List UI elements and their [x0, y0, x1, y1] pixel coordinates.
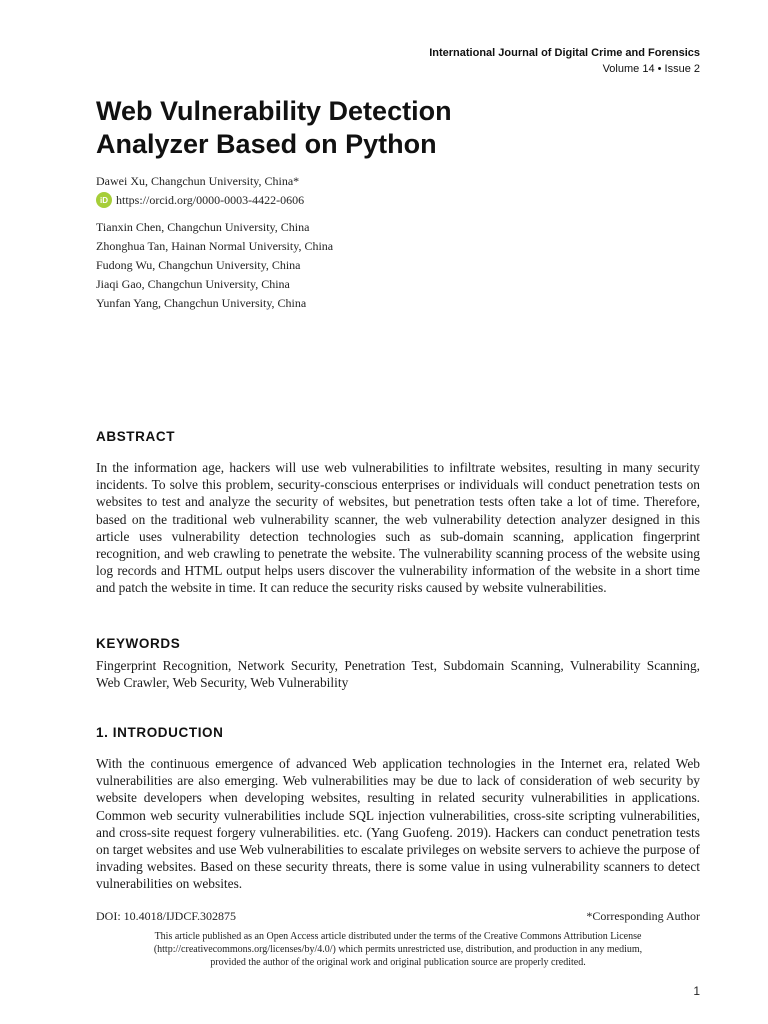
orcid-link[interactable]	[96, 192, 304, 208]
page-number: 1	[693, 984, 700, 998]
abstract-text: In the information age, hackers will use web vulnerabilities to infiltrate websites, resulting in many security incidents. To solve this problem, security-conscious enterprises or individuals will conduct penetration tests on websites to test and analyze the security of websites, but penetration tests often take a lot of time. Therefore, based on the traditional web vulnerability scanner, the web vulnerability detection analyzer designed in this article uses vulnerability detection technologies such as sub-domain scanning, application fingerprint recognition, and web crawling to penetrate the website. The vulnerability scanning process of the website using log records and HTML output helps users discover the vulnerability information of the website in a short time and patch the website in time. It can reduce the security risks caused by website vulnerabilities.	[96, 460, 700, 596]
journal-header	[429, 45, 700, 77]
keywords-text: Fingerprint Recognition, Network Security, Penetration Test, Subdomain Scanning, Vulnerability Scanning, Web Crawler, Web Security, Web Vulnerability	[96, 658, 700, 691]
author-3: Zhonghua Tan, Hainan Normal University, China	[96, 239, 334, 253]
abstract-heading: ABSTRACT	[96, 429, 176, 444]
paper-title	[96, 95, 696, 161]
paper-title-line-1: Web Vulnerability Detection	[96, 96, 452, 126]
license-line-3: provided the author of the original work and original publication source are properly credited.	[210, 957, 586, 968]
introduction-heading: 1. INTRODUCTION	[96, 725, 224, 740]
author-2: Tianxin Chen, Changchun University, China	[96, 220, 310, 234]
doi: DOI: 10.4018/IJDCF.302875	[96, 909, 237, 923]
paper-title-line-2: Analyzer Based on Python	[96, 129, 437, 159]
license-line-1: This article published as an Open Access article distributed under the terms of the Creative Commons Attribution License	[154, 931, 642, 942]
keywords-heading: KEYWORDS	[96, 636, 181, 651]
orcid-url[interactable]: https://orcid.org/0000-0003-4422-0606	[116, 192, 305, 207]
license-line-2: (http://creativecommons.org/licenses/by/4.0/) which permits unrestricted use, distribution, and production in any medium,	[153, 944, 643, 955]
journal-issue: Volume 14 • Issue 2	[602, 63, 700, 75]
author-4: Fudong Wu, Changchun University, China	[96, 258, 301, 272]
author-6: Yunfan Yang, Changchun University, China	[96, 296, 307, 310]
orcid-icon: iD	[96, 192, 112, 208]
license-notice	[96, 930, 700, 969]
corresponding-author-note: *Corresponding Author	[586, 909, 700, 923]
first-author: Dawei Xu, Changchun University, China*	[96, 174, 300, 188]
introduction-text: With the continuous emergence of advanced Web application technologies in the Internet era, related Web vulnerabilities are also emerging. Web vulnerabilities may be due to lack of consideration of web security by website developers when developing websites, resulting in related security vulnerabilities in applications. Common web security vulnerabilities include SQL injection vulnerabilities, cross-site scripting vulnerabilities, and cross-site request forgery vulnerabilities. etc. (Yang Guofeng. 2019). Hackers can conduct penetration tests on target websites and use Web vulnerabilities to escalate privileges on website servers to achieve the purpose of invading websites. Based on these security threats, there is some value in using vulnerability scanners to detect vulnerabilities on websites.	[96, 756, 700, 892]
author-5: Jiaqi Gao, Changchun University, China	[96, 277, 290, 291]
journal-name: International Journal of Digital Crime and Forensics	[429, 47, 700, 59]
